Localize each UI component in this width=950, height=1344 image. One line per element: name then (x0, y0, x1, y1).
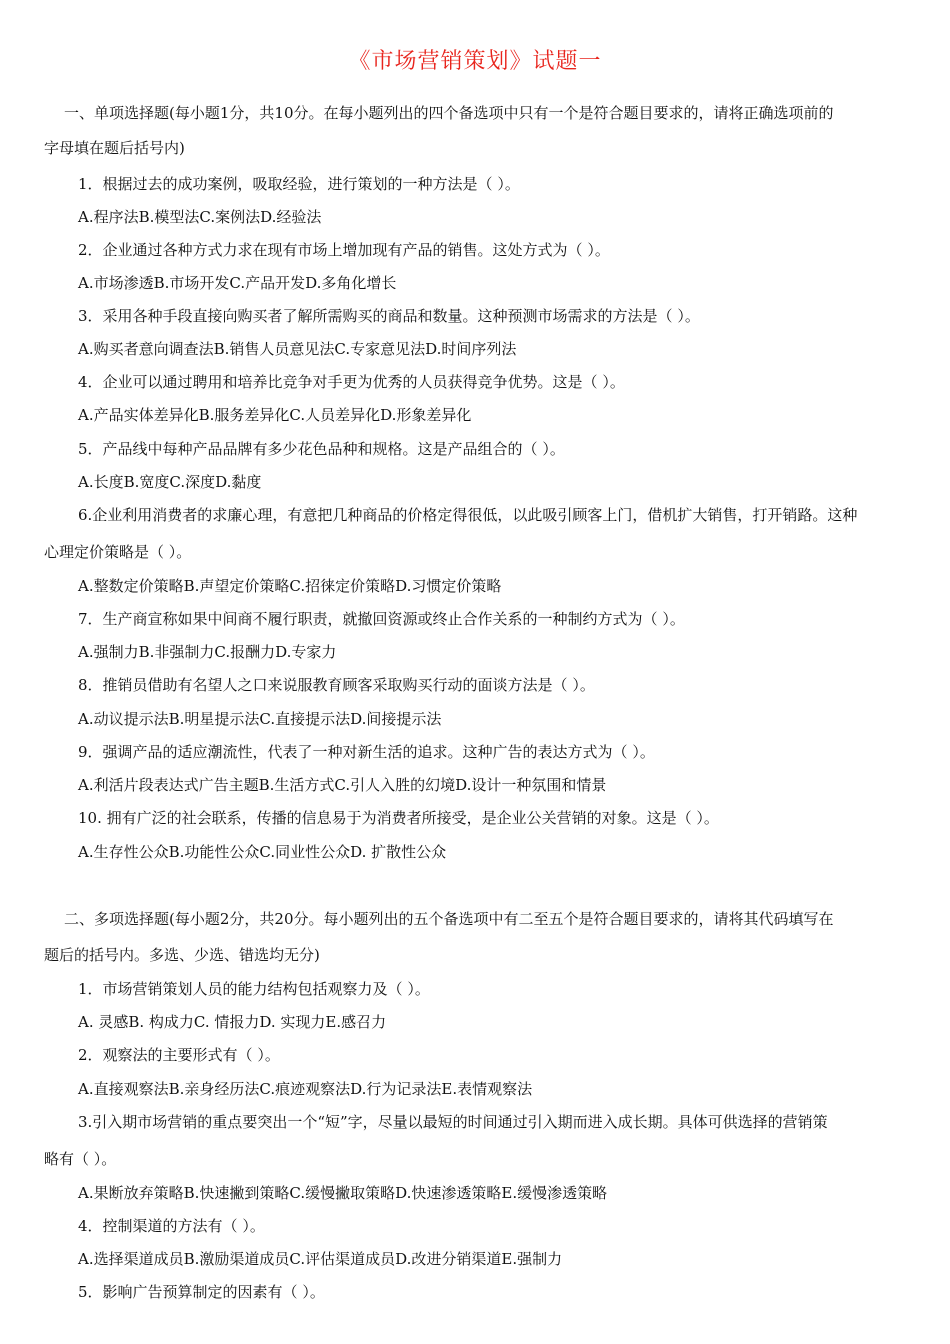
section1-heading: 一、单项选择题(每小题1分，共10分。在每小题列出的四个备选项中只有一个是符合题目要求的，请将正确选项前的 (64, 104, 834, 122)
question-options: A.整数定价策略B.声望定价策略C.招徕定价策略D.习惯定价策略 (78, 577, 502, 595)
section2-heading: 二、多项选择题(每小题2分，共20分。每小题列出的五个备选项中有二至五个是符合题目要求的，请将其代码填写在 (64, 910, 834, 928)
question-text: 4．企业可以通过聘用和培养比竞争对手更为优秀的人员获得竞争优势。这是（ ）。 (78, 373, 625, 391)
question-text: 9．强调产品的适应潮流性，代表了一种对新生活的追求。这种广告的表达方式为（ ）。 (78, 743, 655, 761)
question-text: 10. 拥有广泛的社会联系，传播的信息易于为消费者所接受，是企业公关营销的对象。这是（ ）。 (78, 809, 719, 827)
question-options: A.长度B.宽度C.深度D.黏度 (78, 473, 262, 491)
question-options: A.程序法B.模型法C.案例法D.经验法 (78, 208, 322, 226)
question-text: 3．采用各种手段直接向购买者了解所需购买的商品和数量。这种预测市场需求的方法是（ ）。 (78, 307, 700, 325)
question-options: A.产品实体差异化B.服务差异化C.人员差异化D.形象差异化 (78, 406, 472, 424)
question-text: 1．市场营销策划人员的能力结构包括观察力及（ ）。 (78, 980, 430, 998)
question-text: 5．产品线中每种产品品牌有多少花色品种和规格。这是产品组合的（ ）。 (78, 440, 565, 458)
question-text: 8．推销员借助有名望人之口来说服教育顾客采取购买行动的面谈方法是（ ）。 (78, 676, 595, 694)
question-options: A.果断放弃策略B.快速撇到策略C.缓慢撇取策略D.快速渗透策略E.缓慢渗透策略 (78, 1184, 608, 1202)
question-options: A.购买者意向调查法B.销售人员意见法C.专家意见法D.时间序列法 (78, 340, 517, 358)
question-text: 4．控制渠道的方法有（ ）。 (78, 1217, 265, 1235)
question-text: 2．观察法的主要形式有（ ）。 (78, 1046, 280, 1064)
question-text: 1．根据过去的成功案例，吸取经验，进行策划的一种方法是（ ）。 (78, 175, 520, 193)
section2-heading-cont: 题后的括号内。多选、少选、错选均无分) (44, 946, 320, 964)
question-options: A.利活片段表达式广告主题B.生活方式C.引人入胜的幻境D.设计一种氛围和情景 (78, 776, 607, 794)
question-options: A.强制力B.非强制力C.报酬力D.专家力 (78, 643, 337, 661)
question-text: 3.引入期市场营销的重点要突出一个“短”字，尽量以最短的时间通过引入期而进入成长期。具体可供选择的营销策 (78, 1113, 828, 1131)
question-text: 6.企业利用消费者的求廉心理，有意把几种商品的价格定得很低，以此吸引顾客上门，借机扩大销售，打开销路。这种 (78, 506, 858, 524)
question-options: A.动议提示法B.明星提示法C.直接提示法D.间接提示法 (78, 710, 442, 728)
question-text: 2．企业通过各种方式力求在现有市场上增加现有产品的销售。这处方式为（ ）。 (78, 241, 610, 259)
question-text: 5．影响广告预算制定的因素有（ ）。 (78, 1283, 325, 1301)
question-options: A. 灵感B. 构成力C. 情报力D. 实现力E.感召力 (78, 1013, 387, 1031)
question-text-cont: 略有（ ）。 (44, 1150, 117, 1168)
question-options: A.市场渗透B.市场开发C.产品开发D.多角化增长 (78, 274, 397, 292)
question-text-cont: 心理定价策略是（ ）。 (44, 543, 192, 561)
section1-heading-cont: 字母填在题后括号内) (44, 139, 185, 157)
question-options: A.生存性公众B.功能性公众C.同业性公众D. 扩散性公众 (78, 843, 447, 861)
question-options: A.选择渠道成员B.激励渠道成员C.评估渠道成员D.改进分销渠道E.强制力 (78, 1250, 563, 1268)
question-options: A.直接观察法B.亲身经历法C.痕迹观察法D.行为记录法E.表情观察法 (78, 1080, 533, 1098)
document-title: 《市场营销策划》试题一 (348, 49, 602, 74)
question-text: 7．生产商宣称如果中间商不履行职责，就撤回资源或终止合作关系的一种制约方式为（ ）。 (78, 610, 685, 628)
